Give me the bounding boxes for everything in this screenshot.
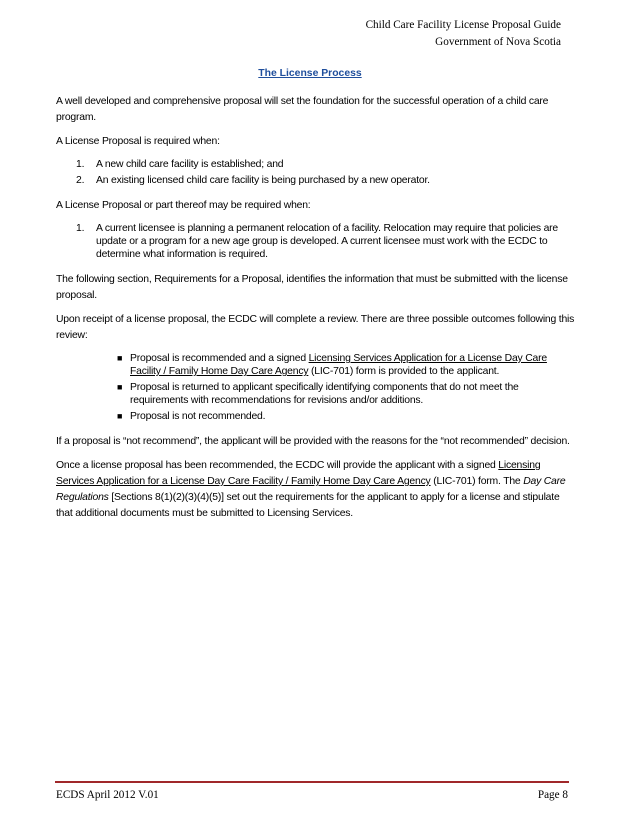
outcome-text-pre: Proposal is recommended and a signed	[130, 353, 309, 364]
body-content	[56, 94, 576, 530]
footer-divider	[55, 781, 569, 783]
application-form-reference: Licensing Services Application for a License Day Care Facility / Family Home Day Care Agency	[56, 460, 541, 487]
list-item	[117, 352, 576, 381]
outcome-text: Proposal is not recommended.	[130, 411, 266, 422]
outcome-text: Proposal is returned to applicant specifically identifying components that do not meet the requirements with recommendations for revisions and/or additions.	[130, 382, 519, 406]
header-guide-title: Child Care Facility License Proposal Guide	[365, 19, 561, 31]
not-recommended-paragraph: If a proposal is “not recommend”, the applicant will be provided with the reasons for the “not recommended” decision.	[56, 436, 570, 447]
footer-version: ECDS April 2012 V.01	[56, 789, 159, 801]
upon-receipt-paragraph: Upon receipt of a license proposal, the ECDC will complete a review. There are three possible outcomes following this review:	[56, 314, 575, 341]
running-header	[366, 17, 561, 51]
intro-paragraph: A well developed and comprehensive proposal will set the foundation for the successful operation of a child care program.	[56, 96, 549, 123]
list-item-text: An existing licensed child care facility is being purchased by a new operator.	[96, 175, 430, 186]
list-item	[117, 410, 576, 426]
following-section-paragraph: The following section, Requirements for a Proposal, identifies the information that must be submitted with the license proposal.	[56, 274, 568, 301]
section-title: The License Process	[258, 68, 362, 79]
may-require-list	[56, 222, 576, 264]
final-text-pre: Once a license proposal has been recommended, the ECDC will provide the applicant with a signed	[56, 460, 499, 471]
outcomes-list	[56, 352, 576, 426]
list-item	[117, 381, 576, 410]
regulations-title: Day Care Regulations	[56, 476, 566, 503]
list-number: 1.	[76, 159, 85, 170]
may-require-heading: A License Proposal or part thereof may be required when:	[56, 200, 311, 211]
final-paragraph	[56, 458, 576, 522]
required-heading: A License Proposal is required when:	[56, 136, 220, 147]
list-item-text: A current licensee is planning a permanent relocation of a facility. Relocation may require that policies are update or a program for a new age group is developed. A current licensee must work with the ECDC to determine what information is required.	[96, 223, 559, 260]
square-bullet-icon: ■	[117, 382, 123, 392]
required-list	[56, 158, 576, 190]
final-text-mid: (LIC-701) form. The	[430, 476, 524, 487]
square-bullet-icon: ■	[117, 353, 123, 363]
page-number: Page 8	[537, 789, 568, 801]
application-form-reference: Licensing Services Application for a License Day Care Facility / Family Home Day Care Agency	[130, 353, 547, 377]
final-text-post: [Sections 8(1)(2)(3)(4)(5)] set out the requirements for the applicant to apply for a license and stipulate that additional documents must be submitted to Licensing Services.	[56, 492, 560, 519]
list-item	[76, 174, 576, 190]
header-government: Government of Nova Scotia	[435, 36, 561, 48]
list-item	[76, 222, 576, 264]
list-number: 1.	[76, 223, 85, 234]
list-number: 2.	[76, 175, 85, 186]
square-bullet-icon: ■	[117, 411, 123, 421]
outcome-text-post: (LIC-701) form is provided to the applicant.	[308, 366, 500, 377]
list-item	[76, 158, 576, 174]
list-item-text: A new child care facility is established; and	[96, 159, 284, 170]
